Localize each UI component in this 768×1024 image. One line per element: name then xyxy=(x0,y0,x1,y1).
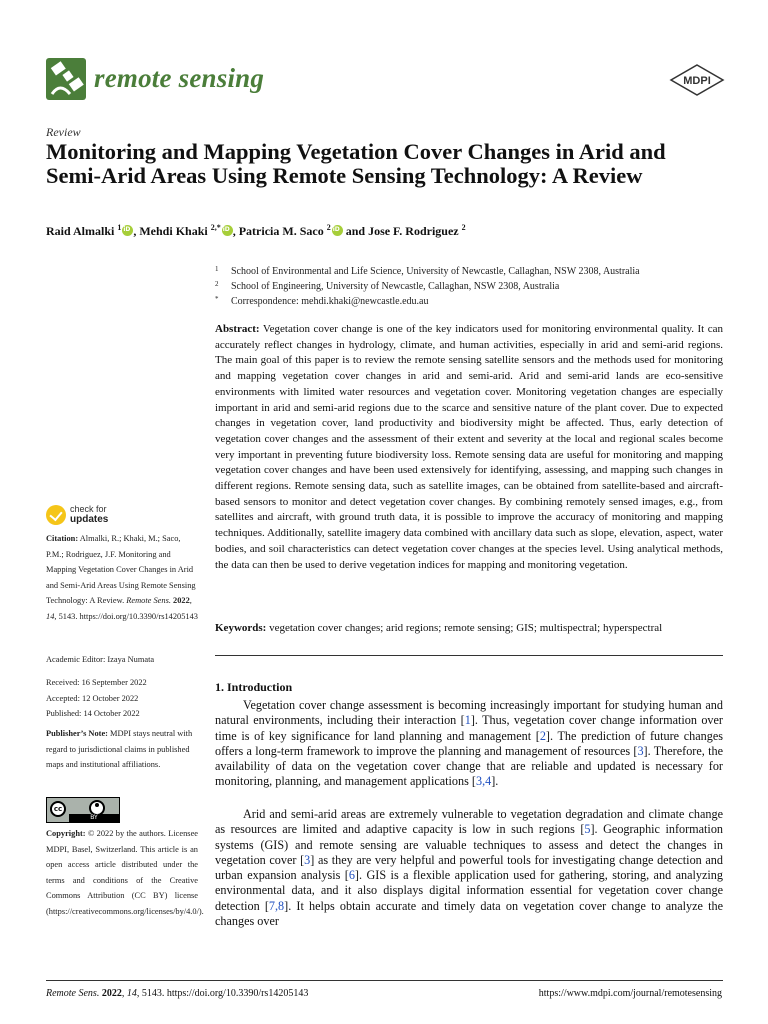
publishers-note-text: MDPI stays neutral with regard to jurisdictional claims in published maps and institutional affiliations. xyxy=(46,729,193,770)
citation-text: Almalki, R.; Khaki, M.; Saco, P.M.; Rodriguez, J.F. Monitoring and Mapping Vegetation Cover Changes in Arid and Semi-Arid Areas Using Remote Sensing Technology: A Review. xyxy=(46,534,196,606)
mdpi-logo-icon xyxy=(668,64,726,96)
keywords xyxy=(215,621,723,636)
abstract-label: Abstract: xyxy=(215,323,260,335)
paragraph-text: ]. Thus, vegetation cover change information over time is of key significance for land planning and management [ xyxy=(215,713,723,743)
footer-journal-url[interactable]: https://www.mdpi.com/journal/remotesensing xyxy=(538,988,722,999)
affiliation-text: Correspondence: mehdi.khaki@newcastle.edu.au xyxy=(231,296,429,307)
orcid-icon[interactable] xyxy=(332,225,343,236)
affiliation-text: School of Environmental and Life Science, University of Newcastle, Callaghan, NSW 2308, Australia xyxy=(231,266,640,277)
paragraph-text: ]. GIS is a flexible application used for gathering, storing, and analyzing environmental data, and it also displays digital information essential for vegetation cover change detection [ xyxy=(215,868,723,913)
paragraph-text: Vegetation cover change assessment is becoming increasingly important for studying human and natural environments, including their interaction [ xyxy=(215,698,723,728)
intro-paragraph-2 xyxy=(215,807,723,929)
keywords-label: Keywords: xyxy=(215,622,267,634)
author-affiliation-mark: 2,* xyxy=(210,223,221,232)
journal-header xyxy=(46,58,726,104)
check-updates-label-2: updates xyxy=(70,514,109,525)
publishers-note xyxy=(46,726,198,773)
orcid-icon[interactable] xyxy=(122,225,133,236)
author-affiliation-mark: 2 xyxy=(326,223,331,232)
intro-paragraph-1 xyxy=(215,698,723,790)
paragraph-text: ]. The prediction of future changes offers a long-term framework to improve the planning and management of resources [ xyxy=(215,728,723,758)
affiliations xyxy=(215,264,725,309)
citation-volume: 14 xyxy=(46,611,55,621)
footer-journal: Remote Sens. xyxy=(46,988,100,999)
author-name: Jose F. Rodriguez xyxy=(368,224,462,238)
author-name: Raid Almalki xyxy=(46,224,118,238)
author-name: Patricia M. Saco xyxy=(238,224,327,238)
affiliation-item xyxy=(215,279,725,294)
citation-block: Citation: Almalki, R.; Khaki, M.; Saco, P.M.; Rodriguez, J.F. Monitoring and Mapping Vegetation Cover Changes in Arid and Semi-Arid Areas Using Remote Sensing Technology: A Review. Remote Sens. 2022, 14, 5143. https://doi.org/10.3390/rs14205143 xyxy=(46,534,198,621)
footer-divider xyxy=(46,980,723,981)
keywords-text: vegetation cover changes; arid regions; remote sensing; GIS; multispectral; hyperspectral xyxy=(269,622,663,634)
author-name: Mehdi Khaki xyxy=(139,224,211,238)
article-title: Monitoring and Mapping Vegetation Cover Changes in Arid and Semi-Arid Areas Using Remote Sensing Technology: A Review xyxy=(46,139,666,188)
abstract-text: Vegetation cover change is one of the key indicators used for monitoring environmental quality. It can accurately reflect changes in hydrology, climate, and human activities, especially in arid and semi-arid regions. The main goal of this paper is to review the remote sensing satellite sensors and the methods used for monitoring and mapping vegetation cover changes in arid and semi-arid. Arid and semi-arid lands are eco-sensitive environments with limited water resources and vegetation cover. Monitoring vegetation changes are especially important in arid and semi-arid regions due to the scarce and sensitive nature of the plant cover. Due to expected changes in vegetation cover, land productivity and biodiversity might be affected. Thus, early detection of vegetation cover changes and the assessment of their extent and severity at the local and regional scales become very important in preventing future biodiversity loss. Remote sensing data are useful for monitoring and mapping vegetation cover changes and have been used extensively for identifying, assessing, and mapping such changes in different regions. Remote sensing data, such as satellite images, can be obtained from satellite-based and aircraft-based sensors to monitor and detect vegetation cover changes. By combining remotely sensed images, e.g., from satellites and aircraft, with ground truth data, it is possible to improve the accuracy of monitoring and mapping techniques. Additionally, satellite imagery data combined with ancillary data such as slope, elevation, aspect, water bodies, and soil characteristics can detect vegetation cover changes at the species level. Using analytical methods, the data can then be used to derive vegetation indices for mapping and monitoring vegetation. xyxy=(215,323,723,571)
section-heading-introduction: 1. Introduction xyxy=(215,680,293,694)
paragraph-text: Arid and semi-arid areas are extremely vulnerable to vegetation degradation and climate change as resources are limited and adaptive capacity is low in such regions [ xyxy=(215,807,723,837)
dates-block xyxy=(46,675,198,722)
cc-by-license-badge[interactable] xyxy=(46,797,120,823)
reference-link[interactable]: 5 xyxy=(584,822,591,837)
reference-link[interactable]: 3,4 xyxy=(475,774,492,789)
reference-link[interactable]: 3 xyxy=(304,852,311,867)
footer-doi[interactable]: , 5143. https://doi.org/10.3390/rs14205143 xyxy=(136,988,309,999)
author-separator: , xyxy=(133,224,140,238)
received-date: Received: 16 September 2022 xyxy=(46,678,147,687)
accepted-date: Accepted: 12 October 2022 xyxy=(46,693,139,703)
by-label: BY xyxy=(69,814,119,822)
reference-link[interactable]: 7,8 xyxy=(268,898,285,913)
publishers-note-label: Publisher’s Note: xyxy=(46,729,108,738)
satellite-logo-icon xyxy=(46,58,86,100)
copyright-text: © 2022 by the authors. Licensee MDPI, Basel, Switzerland. This article is an open access article distributed under the terms and conditions of the Creative Commons Attribution (CC BY) license (https://creativecommons.org/licenses/by/4.0/). xyxy=(46,829,204,916)
reference-link[interactable]: 1 xyxy=(464,713,471,728)
section-divider xyxy=(215,655,723,656)
cc-icon: cc xyxy=(50,801,66,817)
affiliation-mark: 2 xyxy=(215,280,219,288)
citation-label: Citation: xyxy=(46,534,79,543)
affiliation-item xyxy=(215,264,725,279)
footer-year: 2022 xyxy=(101,988,122,999)
affiliation-mark: * xyxy=(215,295,219,303)
paragraph-text: ]. It helps obtain accurate and timely data on vegetation cover change to analyze the changes over xyxy=(215,898,723,929)
reference-link[interactable]: 2 xyxy=(539,728,546,743)
footer-citation: Remote Sens. 2022, 14, 5143. https://doi.org/10.3390/rs14205143 xyxy=(46,988,309,999)
author-separator: and xyxy=(342,224,369,238)
checkmark-icon xyxy=(46,505,66,525)
copyright-label: Copyright: xyxy=(46,829,86,838)
article-type: Review xyxy=(46,125,81,139)
author-affiliation-mark: 1 xyxy=(117,223,122,232)
citation-doi[interactable]: , 5143. https://doi.org/10.3390/rs14205143 xyxy=(54,611,198,621)
paragraph-text: ] as they are very helpful and powerful tools for investigating change detection and urban expansion analysis [ xyxy=(215,852,723,883)
affiliation-text: School of Engineering, University of Newcastle, Callaghan, NSW 2308, Australia xyxy=(231,281,560,292)
paragraph-text: ]. xyxy=(491,774,499,789)
affiliation-mark: 1 xyxy=(215,265,219,273)
journal-name: remote sensing xyxy=(94,63,265,93)
citation-year: 2022 xyxy=(173,596,190,606)
svg-text:MDPI: MDPI xyxy=(683,75,711,87)
author-separator: , xyxy=(232,224,239,238)
abstract xyxy=(215,322,723,573)
author-list xyxy=(46,223,726,239)
check-for-updates-button[interactable] xyxy=(46,502,166,528)
citation-journal: Remote Sens. xyxy=(126,596,171,606)
affiliation-item xyxy=(215,294,725,309)
orcid-icon[interactable] xyxy=(222,225,233,236)
paragraph-text: ]. Geographic information systems (GIS) and remote sensing are valuable techniques to assess and detect the changes in vegetation cover [ xyxy=(215,822,724,867)
published-date: Published: 14 October 2022 xyxy=(46,709,140,719)
footer-volume: 14 xyxy=(126,988,137,999)
copyright-block xyxy=(46,826,204,920)
reference-link[interactable]: 3 xyxy=(637,743,644,758)
check-updates-label-1: check for xyxy=(70,504,107,514)
paragraph-text: ]. Therefore, the availability of data on the vegetation cover change that are reliable and updated is necessary for monitoring, planning, and management applications [ xyxy=(215,743,724,789)
author-affiliation-mark: 2 xyxy=(461,223,466,232)
reference-link[interactable]: 6 xyxy=(348,868,355,883)
academic-editor: Academic Editor: Izaya Numata xyxy=(46,655,155,664)
